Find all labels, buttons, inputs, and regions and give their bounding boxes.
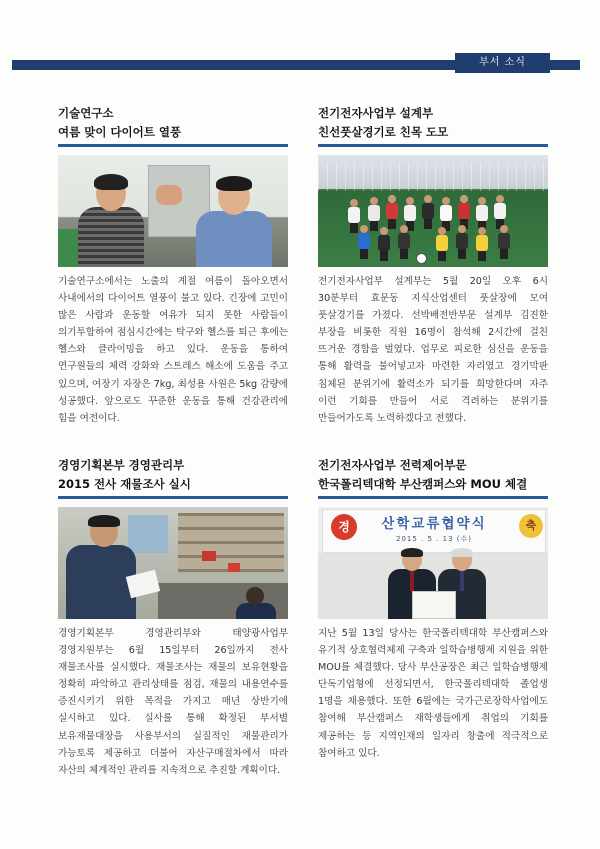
futsal-team-group-photo: [318, 155, 548, 267]
article-headline: 2015 전사 재물조사 실시: [58, 477, 191, 491]
article-dept: 경영기획본부 경영관리부: [58, 458, 185, 472]
headline-rule: [318, 496, 548, 499]
article-inventory: [58, 456, 288, 779]
article-headline: 친선풋살경기로 친목 도모: [318, 125, 449, 139]
article-body: 기술연구소에서는 노출의 계절 여름이 돌아오면서 사내에서의 다이어트 열풍이 불고 있다. 긴장에 고민이 많은 사람과 운동할 여유가 되지 못한 사람들이 의기투합하여 점심시간에는 탁구와 헬스를 퇴근 후에는 헬스와 클라이밍을 하고 있다. 운동을 통하여 연구원들의 체력 강화와 스트레스 해소에 도움을 주고 있으며, 여장기 자장은 7kg, 최성용 사원은 5kg 감량에 성공했다. 앞으로도 꾸준한 운동을 통해 건강관리에 힘을 여전이다.: [58, 276, 288, 424]
article-body: 경영기획본부 경영관리부와 태양광사업부 경영지원부는 6월 15일부터 26일까지 전사 재물조사를 실시했다. 재물조사는 재물의 보유현황을 정확히 파악하고 관리상태를 점검, 재물의 내용연수를 증진시키기 위한 목적을 가지고 매년 상반기에 실시하고 있다. 실사를 통해 확정된 부서별 보유재물대장을 사용부서의 실질적인 재물관리가 가능토록 제공하고 더불어 자산구매절차에서 따라 자산의 체계적인 관리를 지속적으로 추진할 계획이다.: [58, 628, 288, 776]
article-dept: 전기전자사업부 전력제어부문: [318, 458, 467, 472]
article-futsal: [318, 104, 548, 427]
two-men-fist-bump-photo: [58, 155, 288, 267]
headline-rule: [58, 496, 288, 499]
article-diet: [58, 104, 288, 427]
article-dept: 기술연구소: [58, 106, 114, 120]
ceremony-banner: [322, 509, 546, 553]
seal-right: 축: [519, 514, 543, 538]
banner-title: 산학교류협약식: [381, 516, 487, 532]
article-body: 전기전자사업부 설계부는 5월 20일 오후 6시 30분부터 효문동 지식산업센터 풋살장에 모여 풋살경기를 가졌다. 선박배전반부문 설계부 김진한 부장을 비롯한 직원 16명이 참석해 2시간에 걸친 뜨거운 경합을 벌였다. 업무로 피로한 심신을 운동을 통해 활력을 불어넣고자 마련한 자리였고 경기막판 침체된 분위기에 활력소가 되기를 희망한다며 자주 이런 기회를 만들어 서로 격려하는 분위기를 만들어가도록 노력하겠다고 전했다.: [318, 276, 548, 424]
seal-left: 경: [331, 514, 357, 540]
section-tag: 부서 소식: [455, 53, 550, 73]
article-mou: [318, 456, 548, 762]
article-headline: 여름 맞이 다이어트 열풍: [58, 125, 182, 139]
headline-rule: [58, 144, 288, 147]
headline-rule: [318, 144, 548, 147]
article-body: 지난 5월 13일 당사는 한국폴리텍대학 부산캠퍼스와 유기적 상호협력체제 구축과 일학습병행제 지원을 위한 MOU를 체결했다. 당사 부산공장은 최근 일학습병행제 단독기업형에 선정되면서, 한국폴리텍대학 졸업생 1명을 채용했다. 또한 6월에는 국가근로장학사업에도 참여해 부산캠퍼스 재학생들에게 취업의 기회를 제공하는 등 지역인재의 일자리 창출에 적극적으로 참여하고 있다.: [318, 628, 548, 759]
mou-signing-ceremony-photo: [318, 507, 548, 619]
article-dept: 전기전자사업부 설계부: [318, 106, 434, 120]
asset-inspection-photo: [58, 507, 288, 619]
banner-date: 2015 . 5 . 13 (수): [396, 535, 472, 543]
article-headline: 한국폴리텍대학 부산캠퍼스와 MOU 체결: [318, 477, 528, 491]
